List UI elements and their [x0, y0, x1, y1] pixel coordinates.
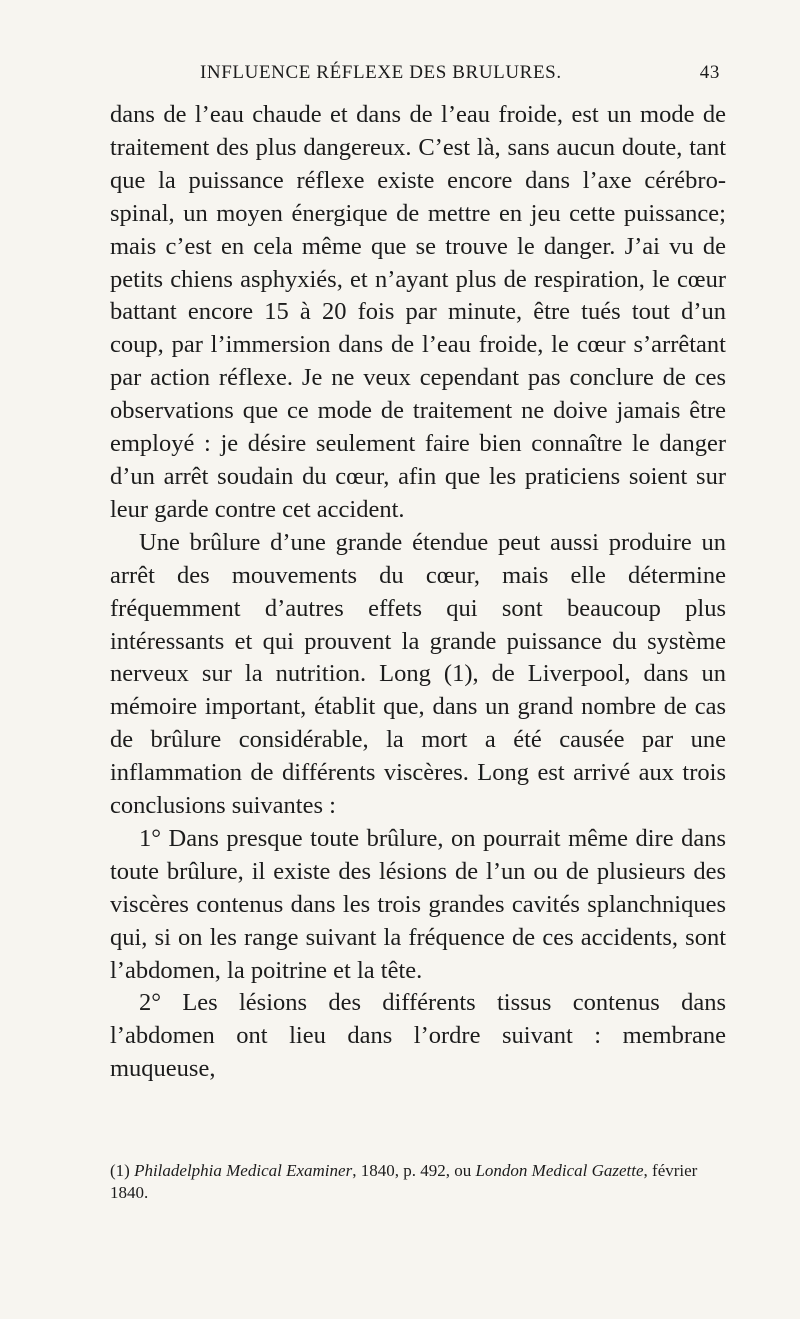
footnote-end: , février 1840.: [110, 1161, 698, 1202]
footnote-journal-1: Philadelphia Medical Examiner: [134, 1161, 353, 1180]
paragraph-continued: dans de l’eau chaude et dans de l’eau froide, est un mode de traitement des plus dangereux. C’est là, sans aucun doute, tant que la puissance réflexe existe encore dans l’axe cérébro-spinal, un moyen énergique de mettre en jeu cette puissance; mais c’est en cela même que se trouve le danger. J’ai vu de petits chiens asphyxiés, et n’ayant plus de respiration, le cœur battant encore 15 à 20 fois par minute, être tués tout d’un coup, par l’immersion dans de l’eau froide, le cœur s’arrêtant par action réflexe. Je ne veux cependant pas conclure de ces observations que ce mode de traitement ne doive jamais être employé : je désire seulement faire bien connaître le danger d’un arrêt soudain du cœur, afin que les praticiens soient sur leur garde contre cet accident.: [110, 101, 726, 523]
footnote-middle: , 1840, p. 492, ou: [352, 1161, 476, 1180]
paragraph-conclusion-1: 1° Dans presque toute brûlure, on pourrait même dire dans toute brûlure, il existe des lésions de l’un ou de plusieurs des viscères contenus dans les trois grandes cavités splanchniques qui, si on les range suivant la fréquence de ces accidents, sont l’abdomen, la poitrine et la tête.: [110, 824, 726, 984]
footnote-marker: (1): [110, 1161, 135, 1180]
footnote-text: [110, 1160, 726, 1204]
body-text: [110, 99, 726, 1086]
paragraph-burn-extent: Une brûlure d’une grande étendue peut aussi produire un arrêt des mouvements du cœur, mais elle détermine fréquemment d’autres effets qui sont beaucoup plus intéressants et qui prouvent la grande puissance du système nerveux sur la nutrition. Long (1), de Liverpool, dans un mémoire important, établit que, dans un grand nombre de cas de brûlure considérable, la mort a été causée par une inflammation de différents viscères. Long est arrivé aux trois conclusions suivantes :: [110, 528, 726, 820]
running-title: INFLUENCE RÉFLEXE DES BRULURES.: [200, 62, 562, 83]
footnote-journal-2: London Medical Gazette: [475, 1161, 644, 1180]
paragraph-conclusion-2: 2° Les lésions des différents tissus contenus dans l’abdomen ont lieu dans l’ordre suivant : membrane muqueuse,: [110, 989, 726, 1083]
footnote: [110, 1160, 726, 1204]
page-number: 43: [699, 62, 720, 83]
running-head: [200, 62, 720, 92]
